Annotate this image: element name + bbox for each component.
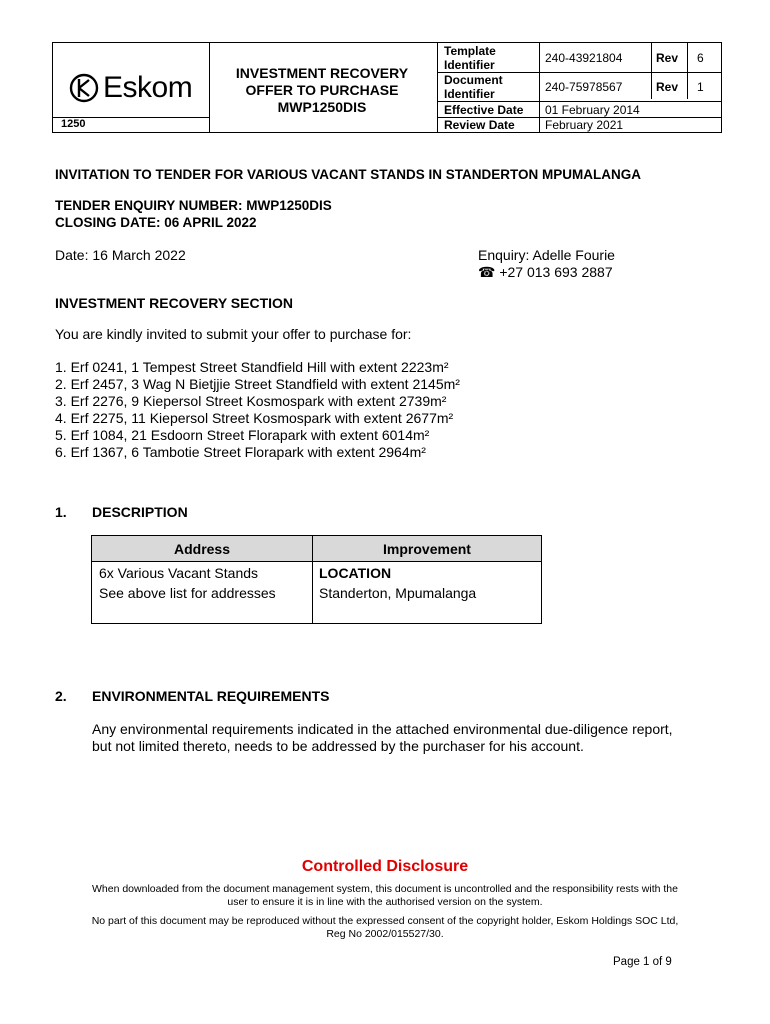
list-item [55,359,460,376]
controlled-disclosure-title: Controlled Disclosure [301,858,469,875]
list-number: 2. [55,376,67,392]
description-number: 1. [55,504,67,520]
environmental-text: Any environmental requirements indicated in the attached environmental due-diligence report, [92,721,673,737]
environmental-text: but not limited thereto, needs to be addressed by the purchaser for his account. [92,738,584,754]
header-divider [651,43,652,99]
list-text: Erf 1084, 21 Esdoorn Street Florapark with extent 6014m² [70,427,430,443]
label-line: Template [444,44,496,58]
list-number: 6. [55,444,67,460]
eskom-logo-icon [69,73,99,103]
list-item [55,444,460,461]
phone-number-row [478,264,613,281]
list-item [55,376,460,393]
template-identifier-label [444,44,496,72]
document-number: 1250 [61,118,86,130]
page-number: Page 1 of 9 [613,956,672,968]
eskom-logo [69,73,192,103]
list-text: Erf 0241, 1 Tempest Street Standfield Hill with extent 2223m² [70,359,449,375]
document-header-table [52,42,722,133]
document-identifier-value: 240-75978567 [545,80,623,94]
rev-label: Rev [656,80,679,94]
footer-disclaimer-line: No part of this document may be reproduced without the expressed consent of the copyright holder, Eskom Holdings SOC Ltd, [91,915,679,927]
header-divider [437,43,438,132]
effective-date-label: Effective Date [444,103,524,117]
document-title [209,65,435,116]
rev-value: 1 [697,80,704,94]
environmental-number: 2. [55,688,67,704]
letter-date: Date: 16 March 2022 [55,247,186,263]
footer-disclaimer-line: When downloaded from the document management system, this document is uncontrolled and the responsibility rests with the [92,883,678,895]
footer-disclaimer-line: user to ensure it is in line with the authorised version on the system. [227,896,543,908]
template-identifier-value: 240-43921804 [545,51,623,65]
rev-value: 6 [697,51,704,65]
table-cell-improvement: Standerton, Mpumalanga [319,585,477,601]
intro-text: You are kindly invited to submit your offer to purchase for: [55,326,412,342]
footer-disclaimer-line: Reg No 2002/015527/30. [326,928,444,940]
tender-enquiry-number: TENDER ENQUIRY NUMBER: MWP1250DIS [55,198,332,213]
table-cell-address: See above list for addresses [99,585,276,601]
review-date-label: Review Date [444,118,515,132]
invitation-heading: INVITATION TO TENDER FOR VARIOUS VACANT STANDS IN STANDERTON MPUMALANGA [55,167,641,182]
header-divider [437,101,721,102]
header-divider [687,43,688,99]
section-heading: INVESTMENT RECOVERY SECTION [55,295,294,311]
description-heading: DESCRIPTION [92,504,188,520]
table-header-address: Address [173,541,231,557]
label-line: Identifier [444,87,495,101]
label-line: Document [444,73,503,87]
enquiry-contact: Enquiry: Adelle Fourie [478,247,615,263]
logo-text: Eskom [103,71,193,104]
table-header-improvement: Improvement [383,541,471,557]
title-line: INVESTMENT RECOVERY [235,65,409,81]
label-line: Identifier [444,58,495,72]
rev-label: Rev [656,51,679,65]
list-text: Erf 2457, 3 Wag N Bietjjie Street Standfield with extent 2145m² [70,376,460,392]
effective-date-value: 01 February 2014 [545,103,640,117]
table-cell-improvement: LOCATION [319,565,392,581]
closing-date: CLOSING DATE: 06 APRIL 2022 [55,215,257,230]
header-divider [539,43,540,132]
list-item [55,427,460,444]
title-line: MWP1250DIS [277,99,367,115]
property-list [55,359,460,461]
list-text: Erf 2276, 9 Kiepersol Street Kosmospark with extent 2739m² [70,393,447,409]
list-item [55,410,460,427]
list-number: 3. [55,393,67,409]
list-number: 1. [55,359,67,375]
phone-icon: ☎ [478,264,496,280]
list-text: Erf 2275, 11 Kiepersol Street Kosmospark with extent 2677m² [70,410,454,426]
table-cell-address: 6x Various Vacant Stands [99,565,259,581]
environmental-heading: ENVIRONMENTAL REQUIREMENTS [92,688,330,704]
review-date-value: February 2021 [545,118,624,132]
document-identifier-label [444,73,503,101]
list-text: Erf 1367, 6 Tambotie Street Florapark with extent 2964m² [70,444,426,460]
phone-number: +27 013 693 2887 [499,264,613,280]
list-item [55,393,460,410]
title-line: OFFER TO PURCHASE [245,82,399,98]
list-number: 4. [55,410,67,426]
list-number: 5. [55,427,67,443]
description-table [91,535,542,624]
